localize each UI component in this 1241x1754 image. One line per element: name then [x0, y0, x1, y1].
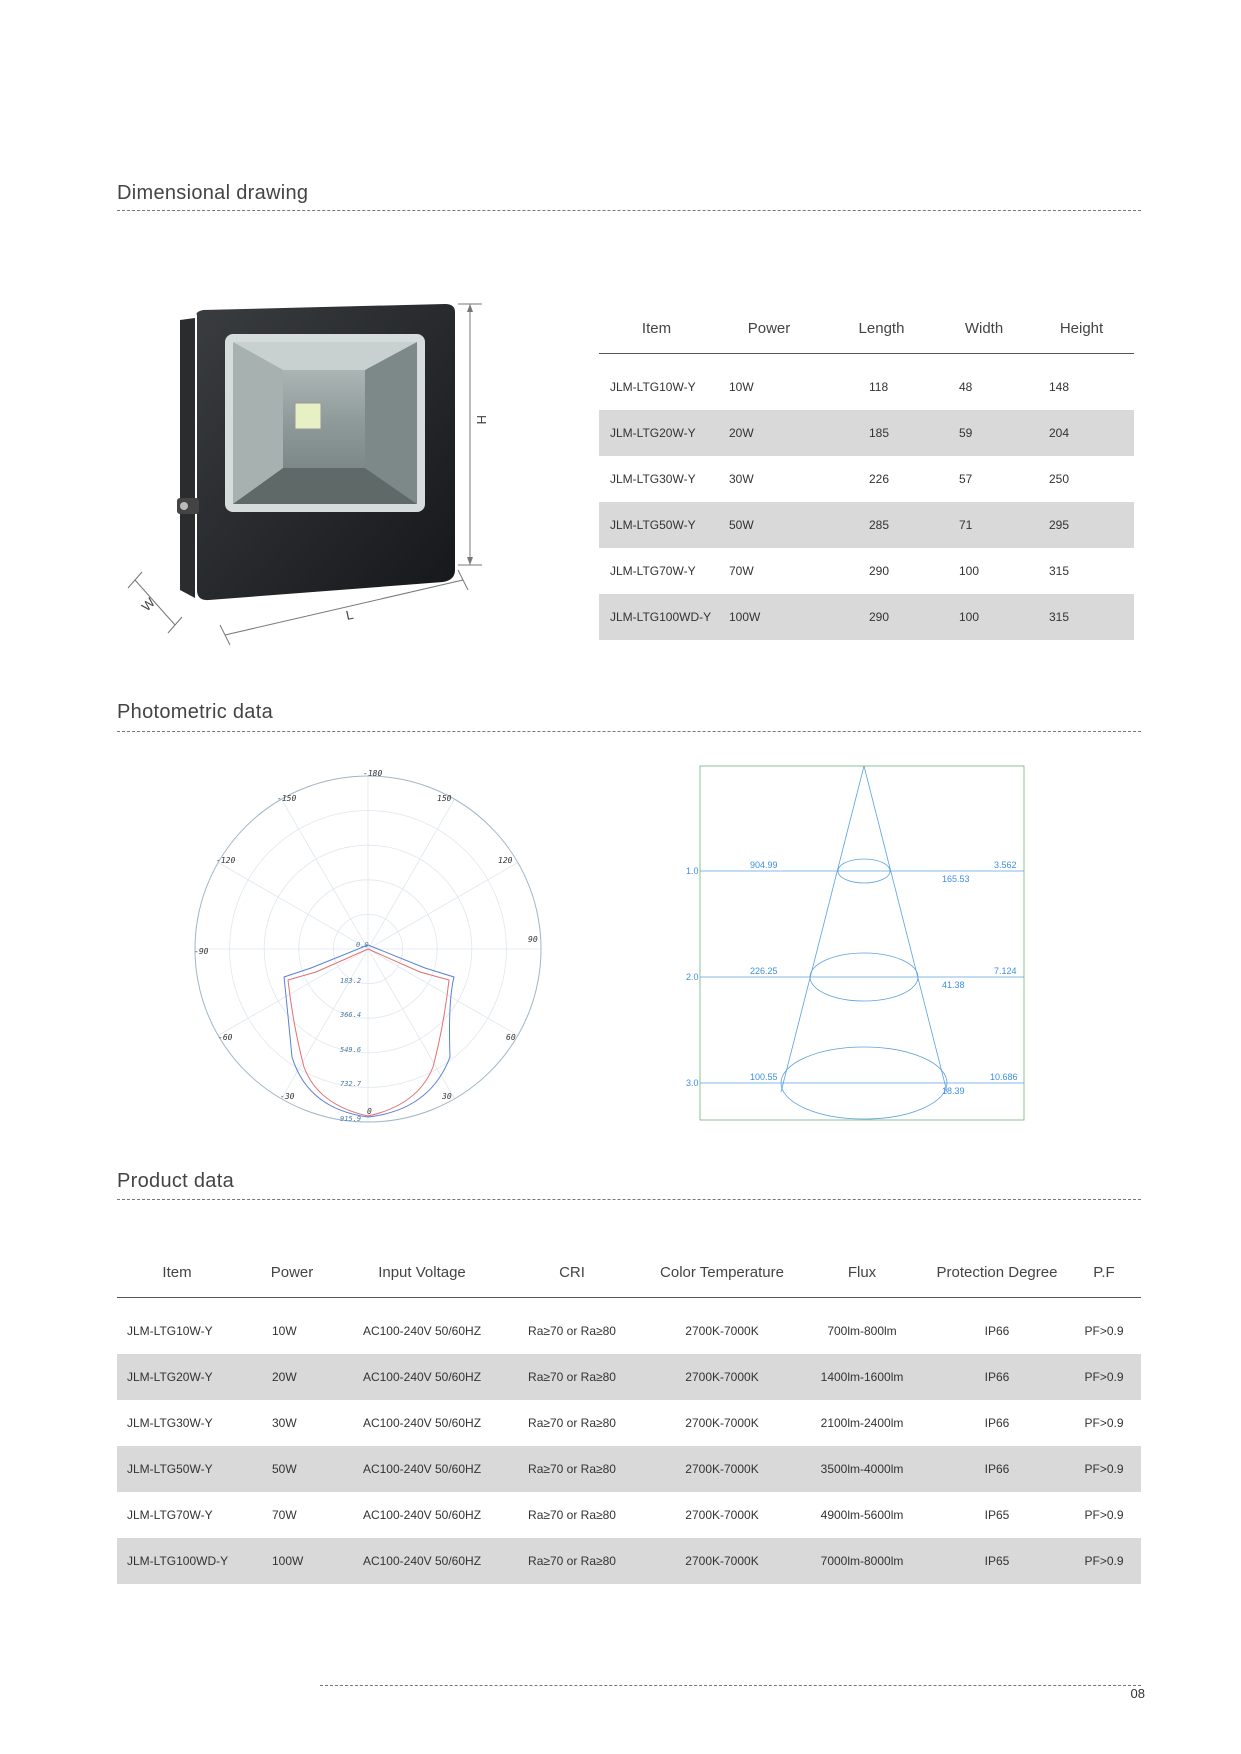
cell-height: 315 [1049, 564, 1070, 578]
cell-item: JLM-LTG100WD-Y [599, 594, 714, 640]
cell-item: JLM-LTG70W-Y [127, 1508, 213, 1522]
illuminance-value: 100.55 [750, 1072, 778, 1082]
cell-voltage: AC100-240V 50/60HZ [362, 1324, 482, 1338]
cell-cct: 2700K-7000K [685, 1324, 759, 1338]
radial-label: 183.2 [340, 977, 362, 985]
cell-flux: 700lm-800lm [827, 1324, 897, 1338]
cell-length: 285 [824, 502, 939, 548]
angle-label: 150 [437, 794, 452, 803]
table-header-row [117, 1247, 1141, 1298]
cell-length: 290 [824, 594, 939, 640]
cell-item: JLM-LTG50W-Y [599, 502, 714, 548]
cell-ip: IP66 [984, 1324, 1010, 1338]
col-header: Flux [797, 1247, 927, 1298]
section-title-photometric: Photometric data [117, 701, 273, 723]
cell-width: 48 [959, 380, 973, 394]
page-number: 08 [1130, 1686, 1145, 1701]
cell-power: 100W [237, 1538, 347, 1584]
section-divider [117, 1199, 1141, 1200]
col-header: Protection Degree [927, 1247, 1067, 1298]
height-label: H [474, 415, 489, 425]
angle-label: -150 [277, 794, 297, 803]
cell-cct: 2700K-7000K [647, 1446, 797, 1492]
cell-cct: 2700K-7000K [685, 1508, 759, 1522]
cell-length: 185 [824, 410, 939, 456]
section-title-product: Product data [117, 1170, 235, 1192]
cell-item: JLM-LTG30W-Y [610, 472, 696, 486]
section-divider [117, 210, 1141, 211]
cell-item: JLM-LTG100WD-Y [117, 1538, 237, 1584]
cell-pf: PF>0.9 [1084, 1324, 1124, 1338]
col-header: Item [117, 1247, 237, 1298]
radial-label: 915.9 [340, 1115, 362, 1123]
table-header-row [599, 303, 1134, 354]
cell-power: 30W [272, 1416, 297, 1430]
cell-cct: 2700K-7000K [685, 1416, 759, 1430]
cell-voltage: AC100-240V 50/60HZ [347, 1538, 497, 1584]
table-row [599, 548, 1134, 594]
col-header: Width [939, 303, 1029, 354]
cell-height: 250 [1049, 472, 1070, 486]
diameter-value: 7.124 [994, 966, 1017, 976]
radial-label: 0.0 [356, 941, 369, 949]
cell-flux: 7000lm-8000lm [797, 1538, 927, 1584]
cell-item: JLM-LTG10W-Y [127, 1324, 213, 1338]
col-header: Power [714, 303, 824, 354]
cell-ip: IP66 [927, 1354, 1067, 1400]
cell-ip: IP65 [927, 1538, 1067, 1584]
illuminance-value: 904.99 [750, 860, 778, 870]
cell-width: 71 [939, 502, 1029, 548]
illuminance-cone-diagram [680, 765, 1040, 1125]
length-label: L [344, 606, 355, 623]
col-header: Item [599, 303, 714, 354]
table-row [117, 1492, 1141, 1538]
col-header: Length [824, 303, 939, 354]
table-row [117, 1400, 1141, 1446]
angle-label: -180 [363, 769, 383, 778]
table-row [117, 1538, 1141, 1584]
cell-width: 100 [939, 594, 1029, 640]
cell-pf: PF>0.9 [1084, 1416, 1124, 1430]
diameter-value: 3.562 [994, 860, 1017, 870]
cell-cct: 2700K-7000K [647, 1354, 797, 1400]
col-header: P.F [1067, 1247, 1141, 1298]
diameter-value: 10.686 [990, 1072, 1018, 1082]
distance-label: 2.0 [686, 972, 699, 982]
cell-voltage: AC100-240V 50/60HZ [362, 1508, 482, 1522]
cell-pf: PF>0.9 [1067, 1446, 1141, 1492]
col-header: Input Voltage [347, 1247, 497, 1298]
dimension-table [599, 303, 1134, 640]
cell-length: 226 [869, 472, 890, 486]
illuminance-value: 165.53 [942, 874, 970, 884]
cell-cri: Ra≥70 or Ra≥80 [497, 1354, 647, 1400]
floodlight-drawing [125, 290, 489, 650]
cell-power: 10W [729, 380, 754, 394]
cell-flux: 4900lm-5600lm [820, 1508, 904, 1522]
angle-label: 90 [528, 935, 538, 944]
cell-power: 20W [714, 410, 824, 456]
cell-power: 70W [272, 1508, 297, 1522]
angle-label: -60 [218, 1033, 233, 1042]
col-header: Height [1029, 303, 1134, 354]
angle-label: -30 [280, 1092, 295, 1101]
cell-item: JLM-LTG70W-Y [610, 564, 696, 578]
table-row [599, 410, 1134, 456]
cell-item: JLM-LTG30W-Y [127, 1416, 213, 1430]
angle-label: -90 [194, 947, 209, 956]
cell-ip: IP65 [984, 1508, 1010, 1522]
cell-cct: 2700K-7000K [647, 1538, 797, 1584]
table-row [599, 502, 1134, 548]
cell-cri: Ra≥70 or Ra≥80 [497, 1538, 647, 1584]
angle-label: 60 [506, 1033, 516, 1042]
angle-label: -120 [216, 856, 236, 865]
table-row [117, 1308, 1141, 1354]
product-table [117, 1247, 1141, 1584]
cell-flux: 1400lm-1600lm [797, 1354, 927, 1400]
width-label: W [138, 594, 158, 615]
cell-ip: IP66 [984, 1416, 1010, 1430]
cell-flux: 3500lm-4000lm [797, 1446, 927, 1492]
cell-width: 59 [939, 410, 1029, 456]
cell-item: JLM-LTG50W-Y [117, 1446, 237, 1492]
distance-label: 3.0 [686, 1078, 699, 1088]
cell-power: 100W [714, 594, 824, 640]
table-row [117, 1354, 1141, 1400]
cell-power: 20W [237, 1354, 347, 1400]
cone-frame [700, 766, 1024, 1120]
cell-voltage: AC100-240V 50/60HZ [362, 1416, 482, 1430]
cell-length: 118 [869, 380, 889, 394]
cell-height: 315 [1029, 594, 1134, 640]
col-header: Power [237, 1247, 347, 1298]
section-divider [117, 731, 1141, 732]
table-row [117, 1446, 1141, 1492]
illuminance-value: 41.38 [942, 980, 965, 990]
table-row [599, 594, 1134, 640]
cell-power: 30W [729, 472, 754, 486]
cell-cri: Ra≥70 or Ra≥80 [528, 1324, 616, 1338]
radial-label: 366.4 [340, 1011, 362, 1019]
angle-label: 30 [442, 1092, 452, 1101]
cell-pf: PF>0.9 [1084, 1508, 1124, 1522]
cell-power: 50W [237, 1446, 347, 1492]
cell-height: 295 [1029, 502, 1134, 548]
cell-ip: IP66 [927, 1446, 1067, 1492]
led-chip [295, 403, 321, 429]
table-row [599, 456, 1134, 502]
cell-flux: 2100lm-2400lm [820, 1416, 904, 1430]
angle-label: 0 [367, 1107, 372, 1116]
distance-label: 1.0 [686, 866, 699, 876]
cell-cri: Ra≥70 or Ra≥80 [528, 1508, 616, 1522]
cell-pf: PF>0.9 [1067, 1538, 1141, 1584]
cell-width: 57 [959, 472, 973, 486]
footer-divider [320, 1685, 1141, 1686]
cell-cri: Ra≥70 or Ra≥80 [528, 1416, 616, 1430]
cell-power: 70W [729, 564, 754, 578]
illuminance-value: 226.25 [750, 966, 778, 976]
col-header: Color Temperature [647, 1247, 797, 1298]
illuminance-value: 18.39 [942, 1086, 965, 1096]
cell-item: JLM-LTG10W-Y [610, 380, 696, 394]
cell-item: JLM-LTG20W-Y [117, 1354, 237, 1400]
cell-length: 290 [869, 564, 890, 578]
radial-label: 549.6 [340, 1046, 362, 1054]
col-header: CRI [497, 1247, 647, 1298]
cell-cri: Ra≥70 or Ra≥80 [497, 1446, 647, 1492]
radial-label: 732.7 [340, 1080, 362, 1088]
cell-voltage: AC100-240V 50/60HZ [347, 1354, 497, 1400]
cell-voltage: AC100-240V 50/60HZ [347, 1446, 497, 1492]
cell-height: 204 [1029, 410, 1134, 456]
cell-height: 148 [1049, 380, 1070, 394]
cell-pf: PF>0.9 [1067, 1354, 1141, 1400]
polar-light-distribution-diagram [180, 765, 560, 1135]
section-title-dimensional: Dimensional drawing [117, 182, 309, 204]
cell-power: 50W [714, 502, 824, 548]
cell-width: 100 [959, 564, 980, 578]
table-row [599, 364, 1134, 410]
angle-label: 120 [498, 856, 513, 865]
cell-power: 10W [272, 1324, 297, 1338]
cell-item: JLM-LTG20W-Y [599, 410, 714, 456]
